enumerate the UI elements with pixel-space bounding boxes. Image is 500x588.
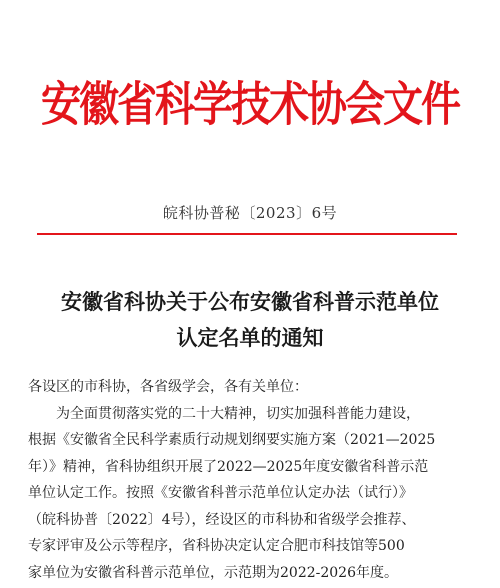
body-line-4: 单位认定工作。按照《安徽省科普示范单位认定办法（试行）》	[28, 485, 413, 501]
document-issuer-header: 安徽省科学技术协会文件	[41, 76, 459, 133]
salutation: 各设区的市科协，各省级学会，各有关单位：	[28, 379, 308, 395]
body-line-3: 年）》精神，省科协组织开展了2022—2025年度安徽省科普示范	[28, 458, 429, 475]
notice-title-line-2: 认定名单的通知	[176, 326, 324, 350]
body-line-7: 家单位为安徽省科普示范单位，示范期为2022-2026年度。	[28, 564, 398, 581]
document-number: 皖科协普秘〔2023〕6号	[162, 204, 338, 222]
body-line-5: （皖科协普〔2022〕4号），经设区的市科协和省级学会推荐、	[28, 511, 416, 528]
body-line-2: 根据《安徽省全民科学素质行动规划纲要实施方案（2021—2025	[28, 432, 436, 448]
body-line-6: 专家评审及公示等程序，省科协决定认定合肥市科技馆等500	[28, 538, 405, 554]
red-divider-line	[37, 233, 457, 235]
notice-title	[0, 284, 500, 356]
body-line-1: 为全面贯彻落实党的二十大精神，切实加强科普能力建设，	[56, 405, 420, 422]
notice-title-line-1: 安徽省科协关于公布安徽省科普示范单位	[61, 290, 439, 314]
notice-body	[28, 374, 476, 586]
